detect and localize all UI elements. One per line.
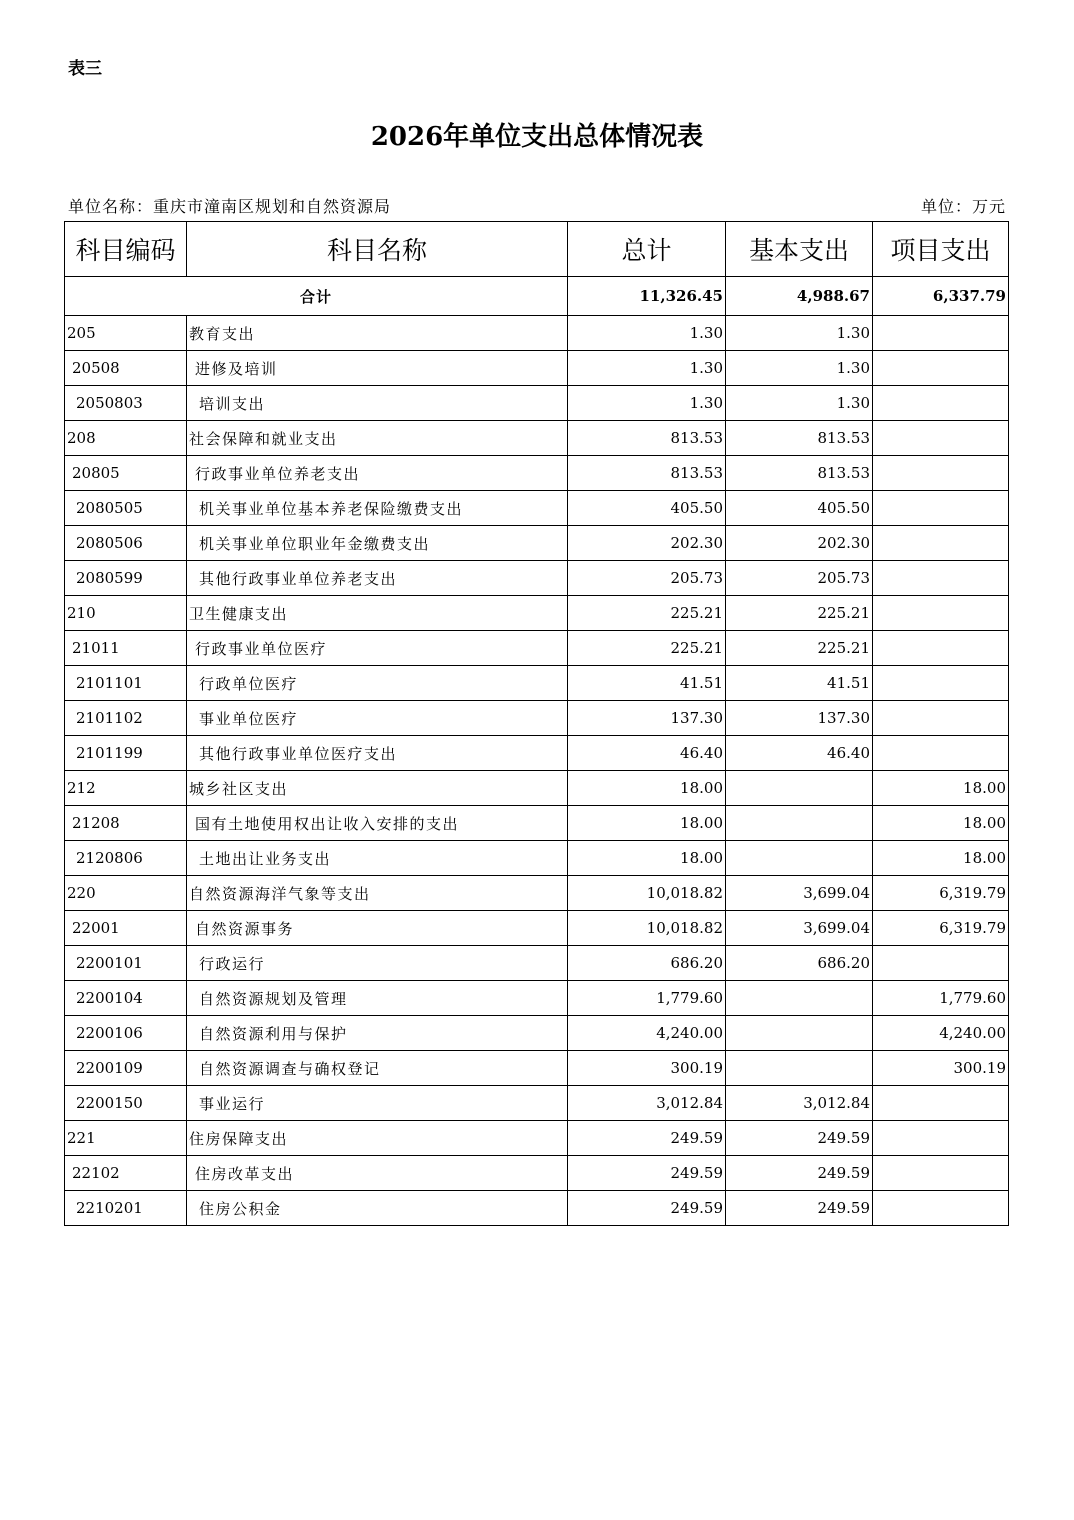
row-project: 6,319.79 [873,911,1009,946]
row-basic: 202.30 [726,526,873,561]
row-name: 土地出让业务支出 [187,841,568,876]
table-row [65,701,1009,736]
row-total: 18.00 [568,771,726,806]
row-code: 2210201 [65,1191,187,1226]
row-name: 卫生健康支出 [187,596,568,631]
table-row [65,526,1009,561]
row-total: 41.51 [568,666,726,701]
row-basic: 249.59 [726,1121,873,1156]
table-row [65,1121,1009,1156]
row-total: 18.00 [568,841,726,876]
row-name: 教育支出 [187,316,568,351]
header-row [65,222,1009,277]
row-total: 4,240.00 [568,1016,726,1051]
row-project [873,1191,1009,1226]
row-basic [726,806,873,841]
row-code: 2200109 [65,1051,187,1086]
row-code: 212 [65,771,187,806]
row-code: 2200150 [65,1086,187,1121]
row-basic: 3,699.04 [726,876,873,911]
table-row [65,806,1009,841]
row-total: 1.30 [568,386,726,421]
row-code: 21208 [65,806,187,841]
row-code: 2080506 [65,526,187,561]
row-total: 137.30 [568,701,726,736]
row-code: 2200104 [65,981,187,1016]
row-project [873,596,1009,631]
table-row [65,666,1009,701]
unit-label: 单位：万元 [920,197,1006,216]
row-project: 18.00 [873,806,1009,841]
row-code: 2200101 [65,946,187,981]
table-row [65,981,1009,1016]
row-basic: 813.53 [726,421,873,456]
header-total: 总计 [568,222,726,277]
row-total: 1,779.60 [568,981,726,1016]
row-code: 221 [65,1121,187,1156]
row-basic: 225.21 [726,596,873,631]
unit-name: 单位名称：重庆市潼南区规划和自然资源局 [68,197,392,216]
total-sum: 11,326.45 [568,277,726,316]
row-name: 机关事业单位基本养老保险缴费支出 [187,491,568,526]
row-project: 18.00 [873,841,1009,876]
row-code: 208 [65,421,187,456]
row-project: 1,779.60 [873,981,1009,1016]
row-name: 其他行政事业单位医疗支出 [187,736,568,771]
table-row [65,1156,1009,1191]
row-project [873,386,1009,421]
table-row [65,1086,1009,1121]
table-row [65,1016,1009,1051]
row-total: 225.21 [568,596,726,631]
row-project [873,631,1009,666]
table-row [65,456,1009,491]
row-name: 培训支出 [187,386,568,421]
row-name: 事业运行 [187,1086,568,1121]
row-name: 行政运行 [187,946,568,981]
row-total: 405.50 [568,491,726,526]
row-name: 其他行政事业单位养老支出 [187,561,568,596]
row-basic: 1.30 [726,351,873,386]
row-name: 住房保障支出 [187,1121,568,1156]
row-name: 行政事业单位医疗 [187,631,568,666]
row-name: 住房公积金 [187,1191,568,1226]
row-name: 事业单位医疗 [187,701,568,736]
row-code: 2050803 [65,386,187,421]
page-title: 2026年单位支出总体情况表 [370,122,704,152]
row-code: 2080505 [65,491,187,526]
row-basic [726,1051,873,1086]
row-project [873,561,1009,596]
row-total: 1.30 [568,351,726,386]
row-project [873,526,1009,561]
table-row [65,876,1009,911]
row-code: 210 [65,596,187,631]
row-basic: 249.59 [726,1156,873,1191]
table-row [65,1051,1009,1086]
row-total: 205.73 [568,561,726,596]
total-basic: 4,988.67 [726,277,873,316]
row-name: 国有土地使用权出让收入安排的支出 [187,806,568,841]
row-project: 300.19 [873,1051,1009,1086]
row-project [873,351,1009,386]
row-name: 机关事业单位职业年金缴费支出 [187,526,568,561]
header-project: 项目支出 [873,222,1009,277]
table-row [65,1191,1009,1226]
row-name: 自然资源调查与确权登记 [187,1051,568,1086]
row-project [873,666,1009,701]
total-row [65,277,1009,316]
row-basic [726,771,873,806]
row-code: 20805 [65,456,187,491]
table-row [65,491,1009,526]
row-name: 自然资源利用与保护 [187,1016,568,1051]
row-project: 18.00 [873,771,1009,806]
row-project: 4,240.00 [873,1016,1009,1051]
row-name: 自然资源事务 [187,911,568,946]
row-project [873,1121,1009,1156]
row-total: 249.59 [568,1191,726,1226]
row-total: 813.53 [568,421,726,456]
header-code: 科目编码 [65,222,187,277]
row-code: 2200106 [65,1016,187,1051]
row-project [873,1086,1009,1121]
row-project [873,1156,1009,1191]
row-basic: 1.30 [726,386,873,421]
expenditure-table [64,221,1009,1226]
row-total: 1.30 [568,316,726,351]
row-basic: 3,699.04 [726,911,873,946]
row-name: 自然资源海洋气象等支出 [187,876,568,911]
row-name: 行政单位医疗 [187,666,568,701]
row-name: 城乡社区支出 [187,771,568,806]
table-row [65,631,1009,666]
row-total: 813.53 [568,456,726,491]
row-code: 220 [65,876,187,911]
row-code: 205 [65,316,187,351]
row-code: 2101199 [65,736,187,771]
total-label: 合计 [65,277,568,316]
row-total: 202.30 [568,526,726,561]
row-name: 行政事业单位养老支出 [187,456,568,491]
table-row [65,946,1009,981]
row-name: 住房改革支出 [187,1156,568,1191]
row-total: 225.21 [568,631,726,666]
header-name: 科目名称 [187,222,568,277]
table-row [65,316,1009,351]
row-total: 249.59 [568,1156,726,1191]
row-code: 20508 [65,351,187,386]
row-basic: 46.40 [726,736,873,771]
row-name: 进修及培训 [187,351,568,386]
row-code: 21011 [65,631,187,666]
row-basic: 1.30 [726,316,873,351]
row-basic [726,981,873,1016]
row-code: 2120806 [65,841,187,876]
row-project [873,491,1009,526]
row-basic: 686.20 [726,946,873,981]
row-basic: 405.50 [726,491,873,526]
row-basic: 249.59 [726,1191,873,1226]
row-project: 6,319.79 [873,876,1009,911]
row-total: 10,018.82 [568,876,726,911]
row-basic: 41.51 [726,666,873,701]
row-total: 686.20 [568,946,726,981]
table-row [65,386,1009,421]
row-total: 300.19 [568,1051,726,1086]
row-basic [726,1016,873,1051]
table-row [65,841,1009,876]
row-project [873,456,1009,491]
row-name: 社会保障和就业支出 [187,421,568,456]
table-row [65,771,1009,806]
row-code: 2080599 [65,561,187,596]
row-basic: 813.53 [726,456,873,491]
row-basic: 3,012.84 [726,1086,873,1121]
row-project [873,316,1009,351]
row-name: 自然资源规划及管理 [187,981,568,1016]
row-basic: 205.73 [726,561,873,596]
row-total: 249.59 [568,1121,726,1156]
total-project: 6,337.79 [873,277,1009,316]
row-total: 10,018.82 [568,911,726,946]
row-code: 22001 [65,911,187,946]
row-basic: 225.21 [726,631,873,666]
table-row [65,736,1009,771]
row-code: 2101102 [65,701,187,736]
row-total: 18.00 [568,806,726,841]
table-row [65,421,1009,456]
row-project [873,946,1009,981]
row-basic: 137.30 [726,701,873,736]
table-label: 表三 [68,59,102,79]
table-row [65,596,1009,631]
header-basic: 基本支出 [726,222,873,277]
row-project [873,736,1009,771]
table-row [65,351,1009,386]
row-total: 46.40 [568,736,726,771]
row-code: 22102 [65,1156,187,1191]
row-code: 2101101 [65,666,187,701]
row-project [873,421,1009,456]
row-total: 3,012.84 [568,1086,726,1121]
table-row [65,561,1009,596]
table-row [65,911,1009,946]
row-basic [726,841,873,876]
row-project [873,701,1009,736]
